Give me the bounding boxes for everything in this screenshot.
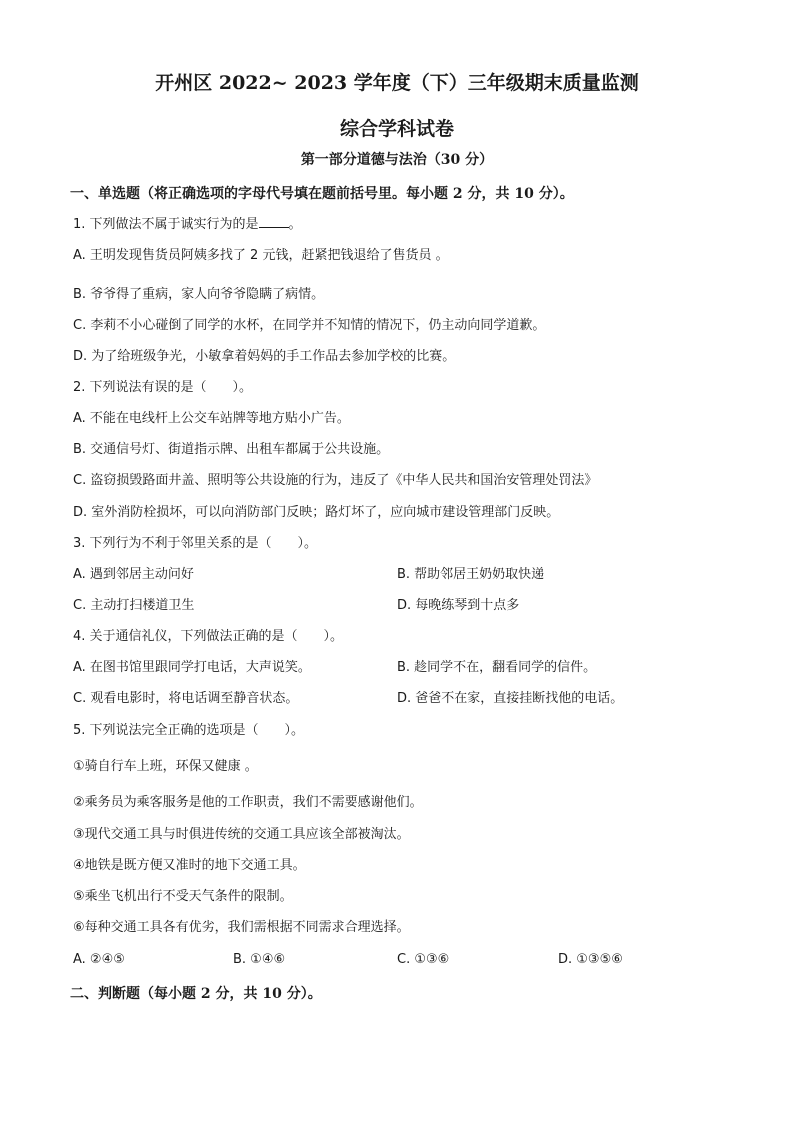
q2-option-b: B. 交通信号灯、街道指示牌、出租车都属于公共设施。 [73, 442, 390, 457]
q3-option-c: C. 主动打扫楼道卫生 [73, 598, 195, 613]
exam-subtitle: 综合学科试卷 [339, 118, 454, 140]
q5-statement-2: ②乘务员为乘客服务是他的工作职责，我们不需要感谢他们。 [73, 795, 423, 810]
exam-title: 开州区 2022~ 2023 学年度（下）三年级期末质量监测 [155, 72, 639, 94]
q3-option-d: D. 每晚练琴到十点多 [397, 598, 520, 613]
q5-statement-3: ③现代交通工具与时俱进传统的交通工具应该全部被淘汰。 [73, 827, 410, 842]
q3-option-b: B. 帮助邻居王奶奶取快递 [397, 567, 545, 582]
answer-blank [259, 214, 289, 228]
q4-option-a: A. 在图书馆里跟同学打电话，大声说笑。 [73, 660, 311, 675]
q1-option-d: D. 为了给班级争光，小敏拿着妈妈的手工作品去参加学校的比赛。 [73, 349, 456, 364]
q2-option-d: D. 室外消防栓损坏，可以向消防部门反映；路灯坏了，应向城市建设管理部门反映。 [73, 505, 560, 520]
question-1-text: 1. 下列做法不属于诚实行为的是 [73, 217, 259, 232]
question-1-end: 。 [288, 217, 302, 232]
q3-option-a: A. 遇到邻居主动问好 [73, 567, 194, 582]
question-5-stem: 5. 下列说法完全正确的选项是（ ）。 [73, 723, 305, 738]
q5-option-d: D. ①③⑤⑥ [558, 952, 623, 967]
q5-statement-6: ⑥每种交通工具各有优劣，我们需根据不同需求合理选择。 [73, 920, 410, 935]
question-1-stem [73, 214, 302, 234]
q5-option-a: A. ②④⑤ [73, 952, 125, 967]
q2-option-c: C. 盗窃损毁路面井盖、照明等公共设施的行为，违反了《中华人民共和国治安管理处罚法》 [73, 473, 598, 488]
question-3-stem: 3. 下列行为不利于邻里关系的是（ ）。 [73, 536, 318, 551]
section-heading-true-false: 二、判断题（每小题 2 分，共 10 分）。 [70, 986, 322, 1002]
q4-option-b: B. 趁同学不在，翻看同学的信件。 [397, 660, 597, 675]
q5-statement-1: ①骑自行车上班，环保又健康 。 [73, 759, 258, 774]
q1-option-a: A. 王明发现售货员阿姨多找了 2 元钱，赶紧把钱退给了售货员 。 [73, 248, 449, 263]
section-heading-single-choice: 一、单选题（将正确选项的字母代号填在题前括号里。每小题 2 分，共 10 分）。 [70, 186, 574, 202]
q5-option-c: C. ①③⑥ [397, 952, 450, 967]
q4-option-d: D. 爸爸不在家，直接挂断找他的电话。 [397, 691, 624, 706]
q5-statement-4: ④地铁是既方便又准时的地下交通工具。 [73, 858, 306, 873]
part-heading: 第一部分道德与法治（30 分） [300, 152, 494, 168]
q1-option-c: C. 李莉不小心碰倒了同学的水杯，在同学并不知情的情况下，仍主动向同学道歉。 [73, 318, 546, 333]
question-2-stem: 2. 下列说法有误的是（ ）。 [73, 380, 253, 395]
q2-option-a: A. 不能在电线杆上公交车站牌等地方贴小广告。 [73, 411, 350, 426]
question-4-stem: 4. 关于通信礼仪，下列做法正确的是（ ）。 [73, 629, 344, 644]
q1-option-b: B. 爷爷得了重病，家人向爷爷隐瞒了病情。 [73, 287, 325, 302]
q5-statement-5: ⑤乘坐飞机出行不受天气条件的限制。 [73, 889, 293, 904]
q4-option-c: C. 观看电影时，将电话调至静音状态。 [73, 691, 299, 706]
q5-option-b: B. ①④⑥ [233, 952, 286, 967]
